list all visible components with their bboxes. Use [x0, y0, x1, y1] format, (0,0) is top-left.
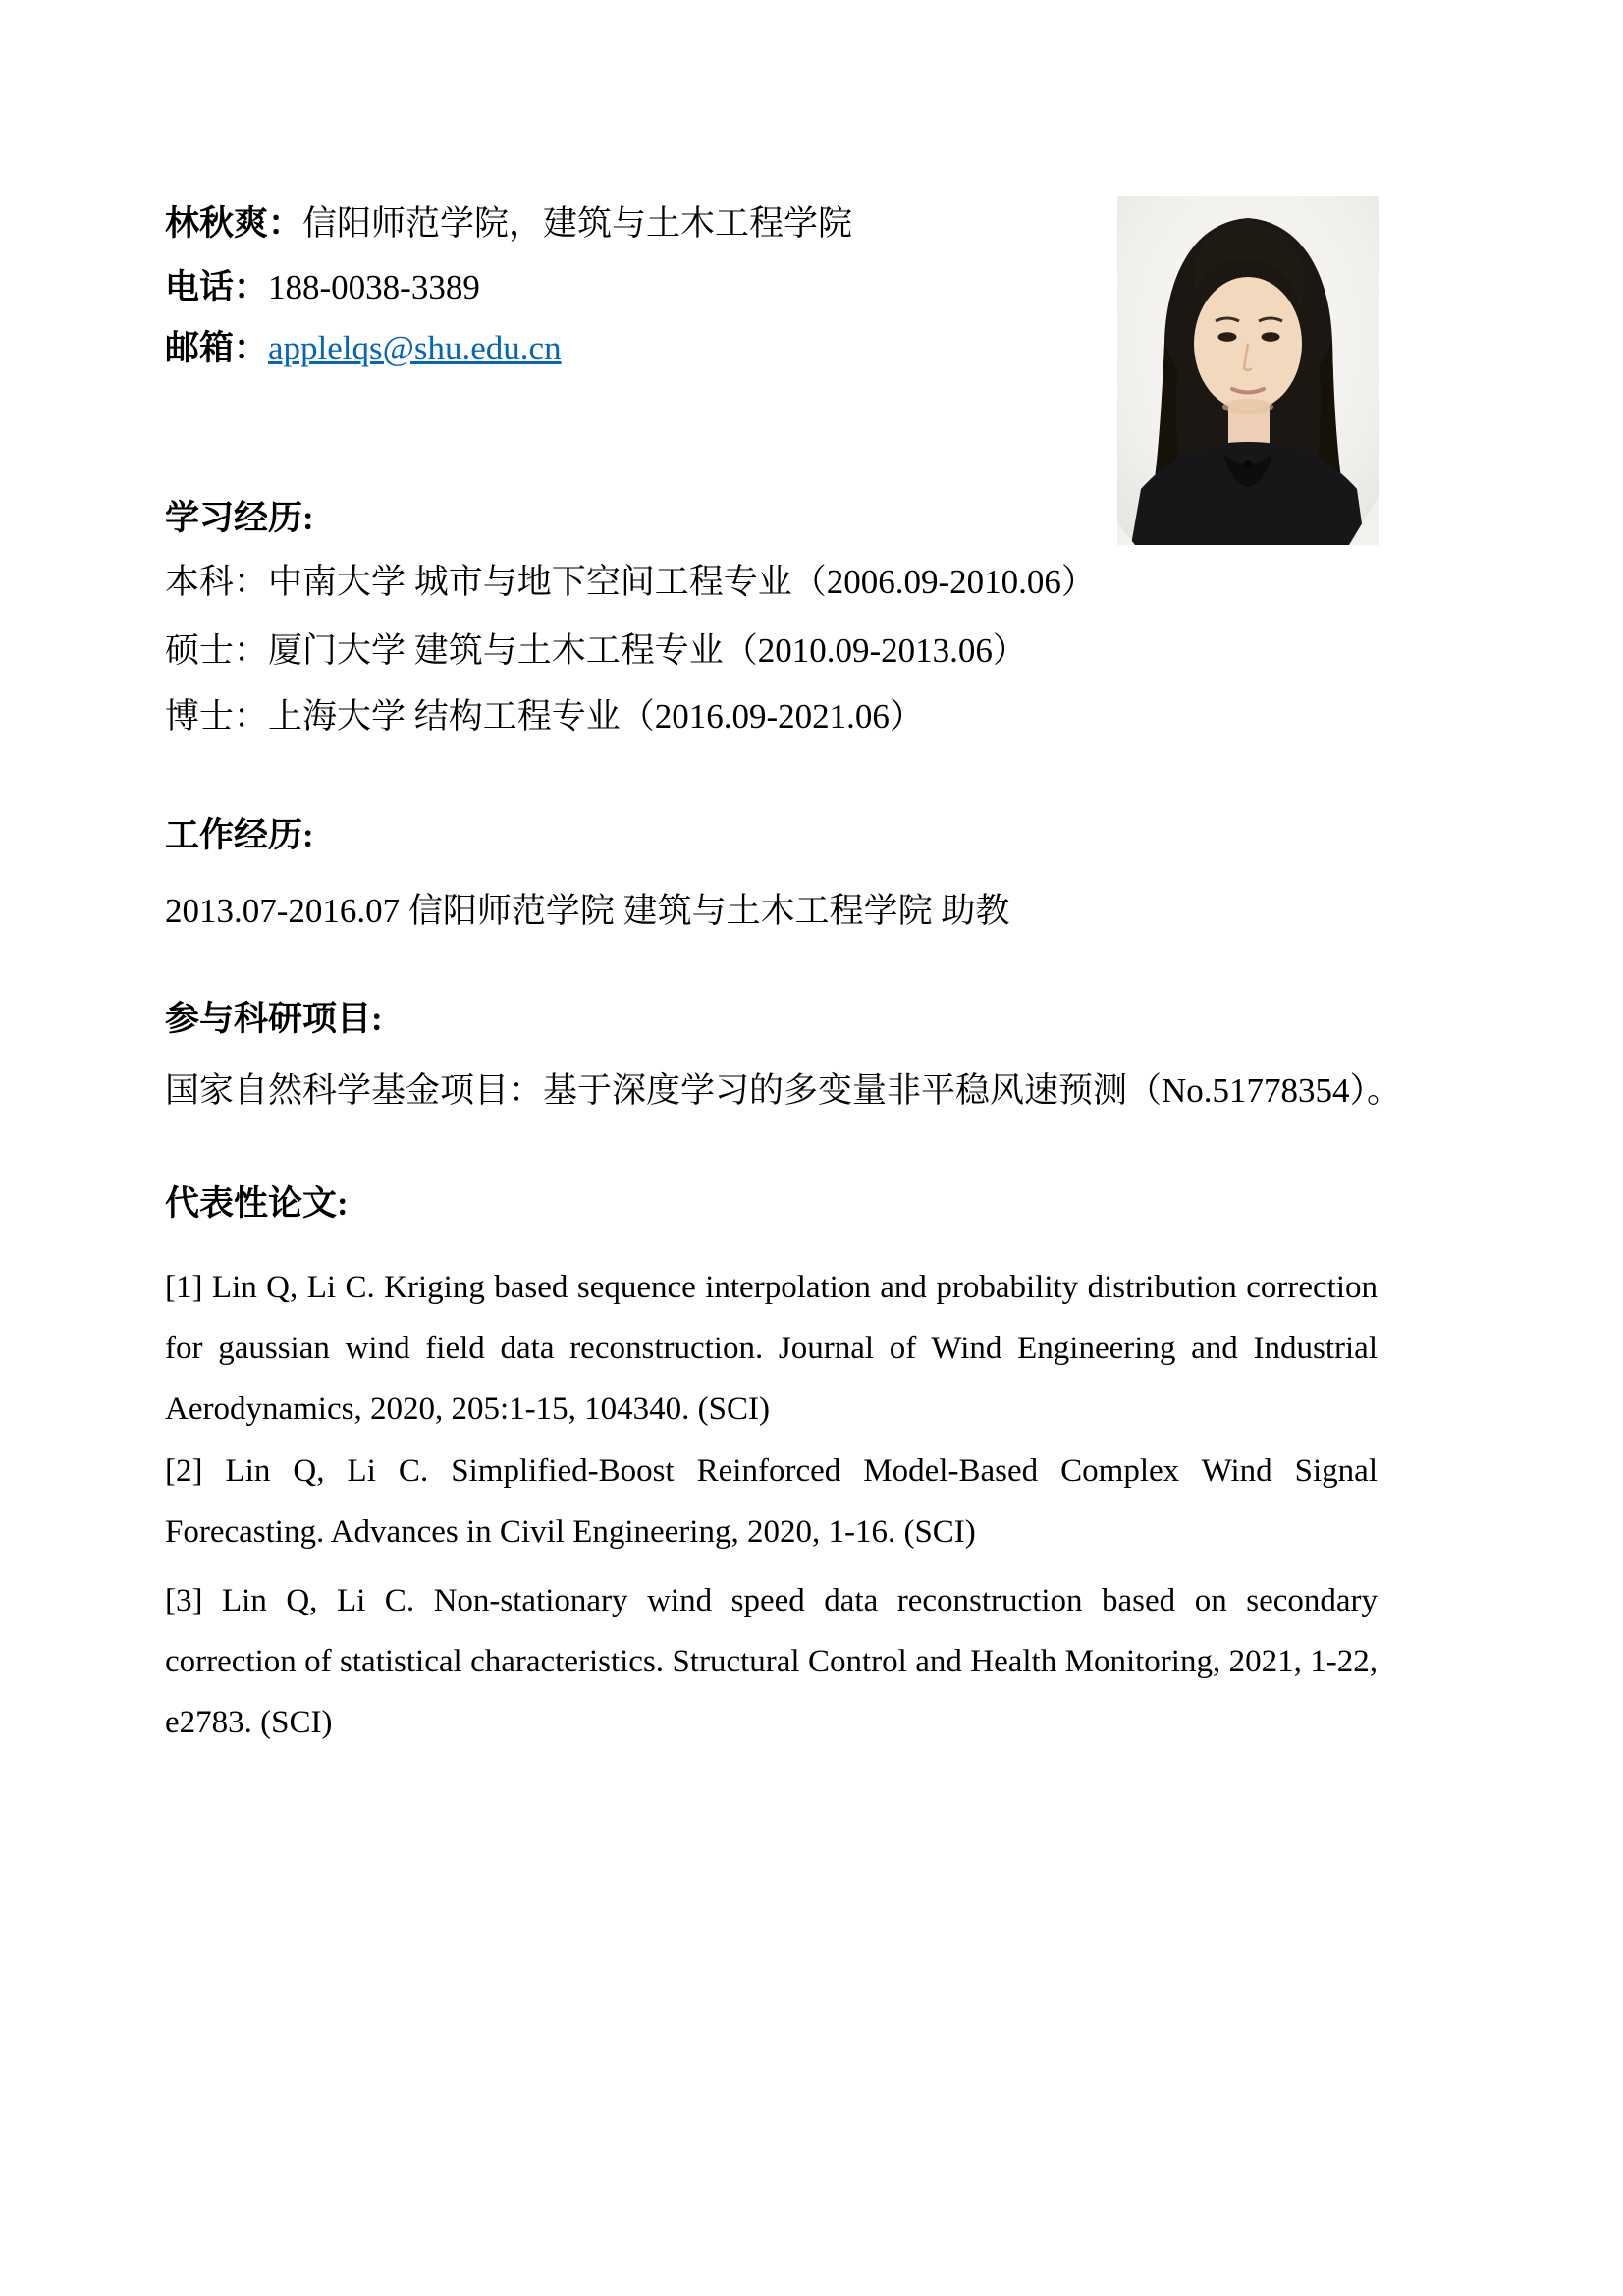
phone-number: 188-0038-3389 [268, 268, 480, 306]
education-heading: 学习经历: [165, 499, 314, 537]
email-link[interactable]: applelqs@shu.edu.cn [268, 329, 562, 367]
work-item: 2013.07-2016.07 信阳师范学院 建筑与土木工程学院 助教 [165, 892, 1010, 930]
paper-citation-3: [3] Lin Q, Li C. Non-stationary wind speed data reconstruction based on secondary correction of statistical characteristics. Structural Control and Health Monitoring, 2021, 1-22, e2783. (SCI) [165, 1583, 1378, 1740]
education-item-bachelor: 本科：中南大学 城市与地下空间工程专业（2006.09-2010.06） [165, 563, 1096, 601]
name-label: 林秋爽： [165, 204, 303, 243]
education-item-phd: 博士：上海大学 结构工程专业（2016.09-2021.06） [165, 697, 924, 736]
projects-heading: 参与科研项目: [165, 1000, 383, 1038]
paper-citation-1: [1] Lin Q, Li C. Kriging based sequence interpolation and probability distribution correction for gaussian wind field data reconstruction. Journal of Wind Engineering and Industrial Aerodynamics, 2020, 205:1-15, 104340. (SCI) [165, 1270, 1378, 1427]
portrait-photo-graphic [1117, 196, 1379, 545]
project-item: 国家自然科学基金项目：基于深度学习的多变量非平稳风速预测（No.51778354）。 [165, 1071, 1402, 1110]
email-label: 邮箱： [165, 329, 269, 367]
work-heading: 工作经历: [165, 816, 314, 854]
portrait-photo [1117, 196, 1379, 545]
publications-heading: 代表性论文: [165, 1184, 349, 1223]
affiliation-text: 信阳师范学院，建筑与土木工程学院 [302, 204, 853, 243]
paper-citation-2: [2] Lin Q, Li C. Simplified-Boost Reinforced Model-Based Complex Wind Signal Forecasting. Advances in Civil Engineering, 2020, 1-16. (SCI) [165, 1453, 1378, 1550]
education-item-master: 硕士：厦门大学 建筑与土木工程专业（2010.09-2013.06） [165, 631, 1027, 670]
phone-label: 电话： [165, 268, 269, 306]
